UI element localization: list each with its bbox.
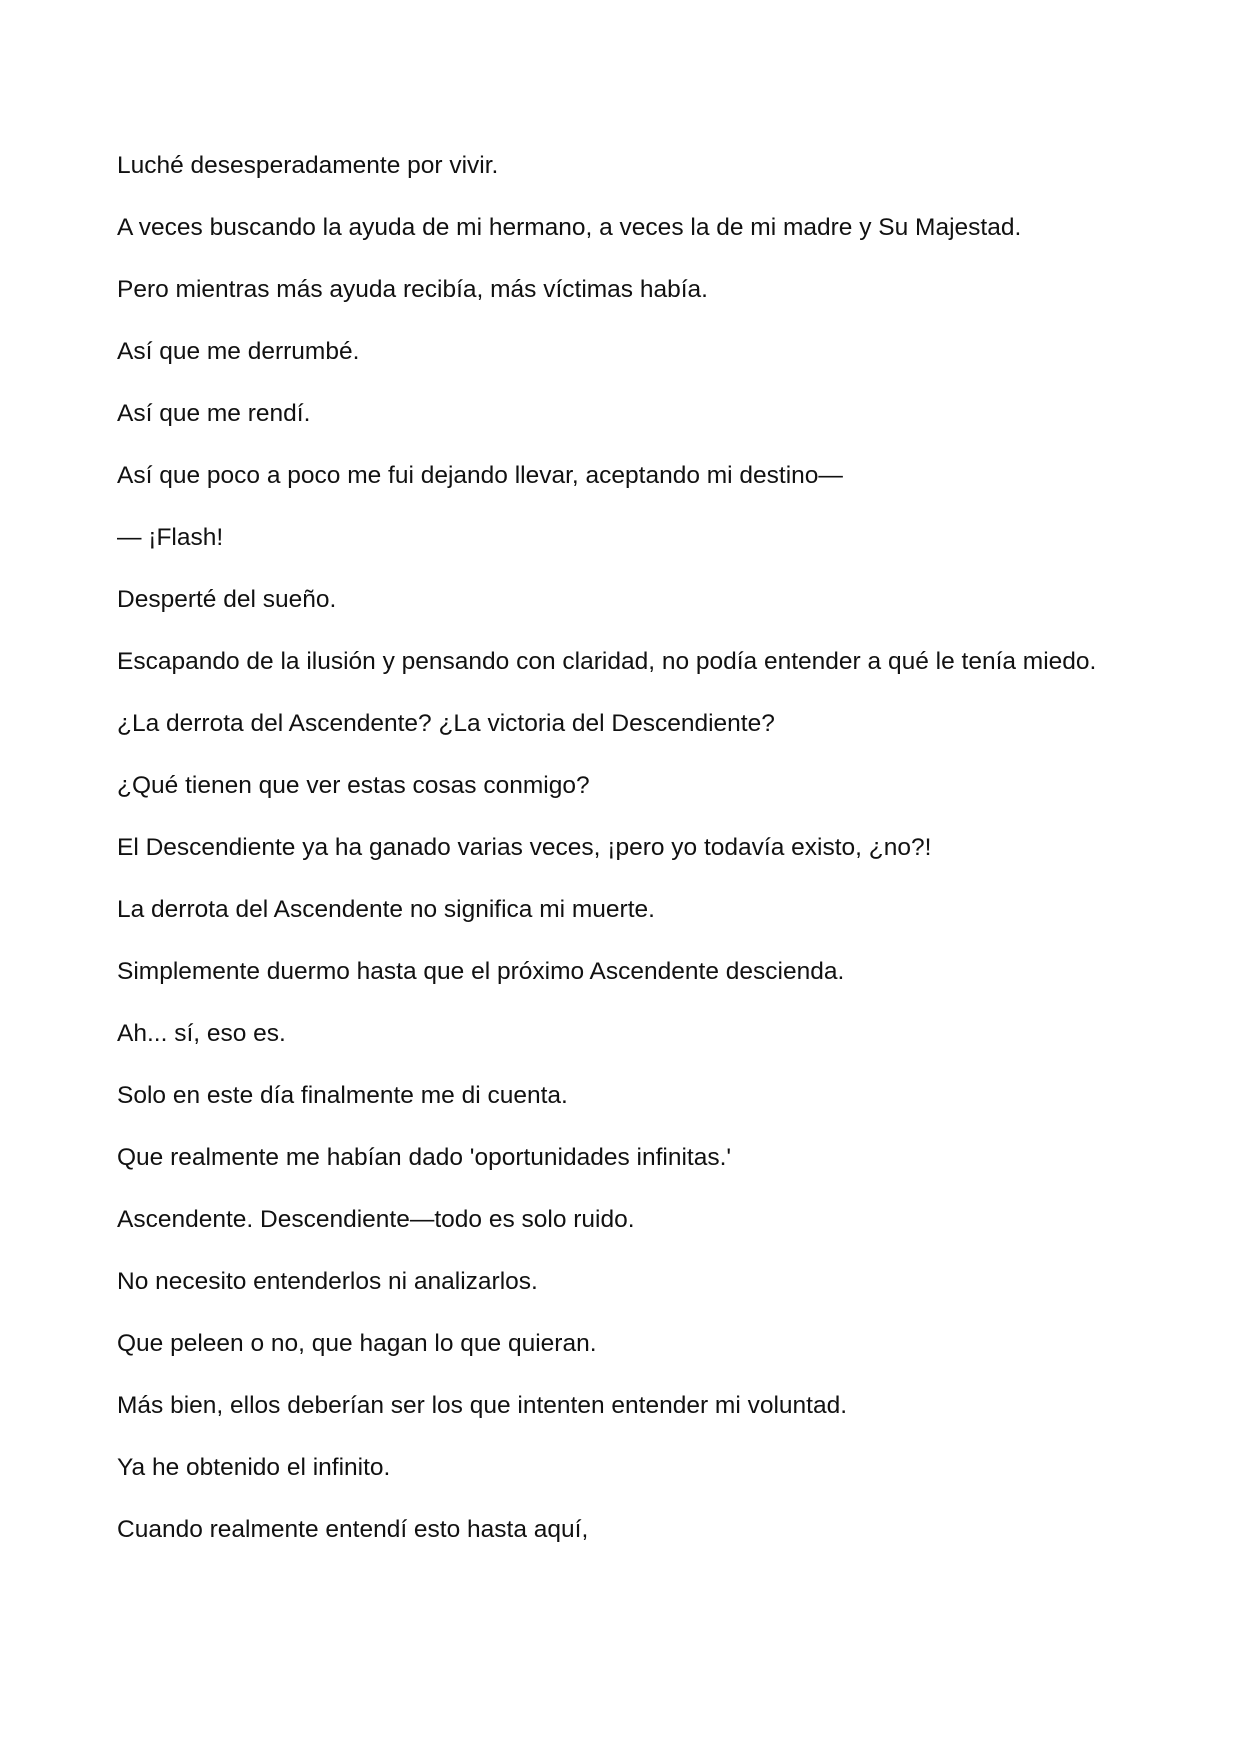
paragraph: Ya he obtenido el infinito. — [117, 1454, 391, 1481]
paragraph: La derrota del Ascendente no significa mi muerte. — [117, 896, 655, 923]
paragraph: Así que poco a poco me fui dejando llevar, aceptando mi destino— — [117, 462, 843, 489]
paragraph: Que peleen o no, que hagan lo que quieran. — [117, 1330, 597, 1357]
paragraph: A veces buscando la ayuda de mi hermano, a veces la de mi madre y Su Majestad. — [117, 214, 1022, 241]
paragraph: Luché desesperadamente por vivir. — [117, 152, 499, 179]
paragraph: Ah... sí, eso es. — [117, 1020, 286, 1047]
paragraph: — ¡Flash! — [117, 524, 224, 551]
paragraph: Así que me rendí. — [117, 400, 311, 427]
document-body — [117, 150, 1137, 1576]
paragraph: El Descendiente ya ha ganado varias veces, ¡pero yo todavía existo, ¿no?! — [117, 834, 932, 861]
paragraph: Que realmente me habían dado 'oportunidades infinitas.' — [117, 1144, 732, 1171]
paragraph: Cuando realmente entendí esto hasta aquí, — [117, 1516, 589, 1543]
paragraph: ¿Qué tienen que ver estas cosas conmigo? — [117, 772, 590, 799]
paragraph: Ascendente. Descendiente—todo es solo ruido. — [117, 1206, 635, 1233]
paragraph: Desperté del sueño. — [117, 586, 337, 613]
paragraph: No necesito entenderlos ni analizarlos. — [117, 1268, 538, 1295]
paragraph: Simplemente duermo hasta que el próximo Ascendente descienda. — [117, 958, 845, 985]
paragraph: Pero mientras más ayuda recibía, más víctimas había. — [117, 276, 708, 303]
paragraph: Más bien, ellos deberían ser los que intenten entender mi voluntad. — [117, 1392, 848, 1419]
paragraph: Así que me derrumbé. — [117, 338, 360, 365]
paragraph: Solo en este día finalmente me di cuenta. — [117, 1082, 568, 1109]
paragraph: ¿La derrota del Ascendente? ¿La victoria del Descendiente? — [117, 710, 775, 737]
paragraph: Escapando de la ilusión y pensando con claridad, no podía entender a qué le tenía miedo. — [117, 648, 1097, 675]
